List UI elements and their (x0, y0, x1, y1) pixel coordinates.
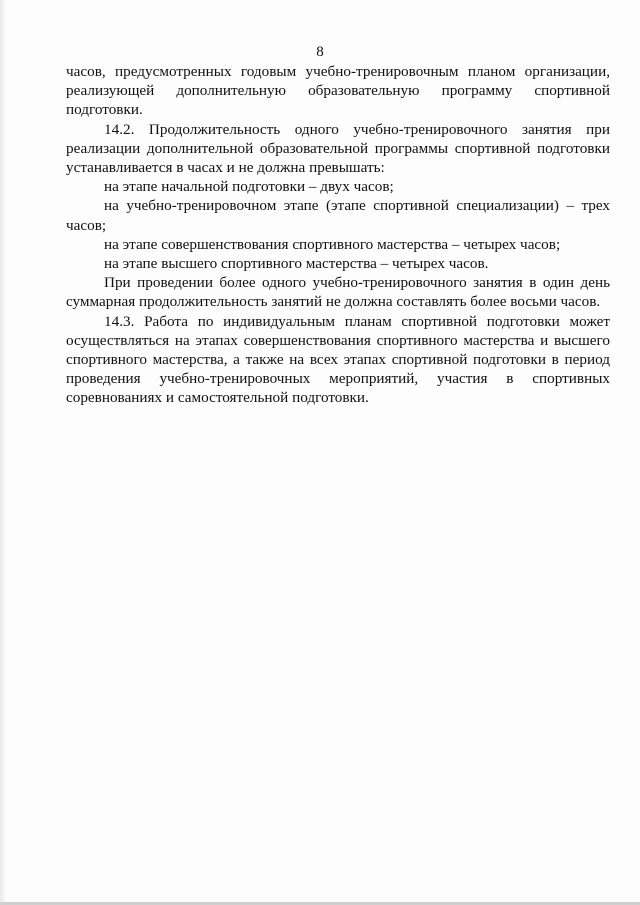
document-body (66, 62, 610, 408)
list-item: на учебно-тренировочном этапе (этапе спортивной специализации) – трех часов; (66, 197, 610, 234)
list-item: на этапе высшего спортивного мастерства – четырех часов. (104, 255, 489, 273)
paragraph-multiple-sessions: При проведении более одного учебно-тренировочного занятия в один день суммарная продолжительность занятий не должна составлять более восьми часов. (66, 274, 610, 311)
paragraph-14-3: 14.3. Работа по индивидуальным планам спортивной подготовки может осуществляться на этапах совершенствования спортивного мастерства и высшего спортивного мастерства, а также на всех этапах спортивной подготовки в период проведения учебно-тренировочных мероприятий, участия в спортивных соревнованиях и самостоятельной подготовки. (66, 312, 610, 407)
paragraph-continuation: часов, предусмотренных годовым учебно-тренировочным планом организации, реализующей дополнительную образовательную программу спортивной подготовки. (66, 63, 610, 119)
list-item: на этапе совершенствования спортивного мастерства – четырех часов; (104, 235, 561, 253)
page-number: 8 (316, 44, 324, 60)
paragraph-14-2: 14.2. Продолжительность одного учебно-тренировочного занятия при реализации дополнительной образовательной программы спортивной подготовки устанавливается в часах и не должна превышать: (66, 120, 610, 177)
list-item: на этапе начальной подготовки – двух часов; (104, 178, 394, 196)
scan-edge-shadow (0, 0, 6, 905)
